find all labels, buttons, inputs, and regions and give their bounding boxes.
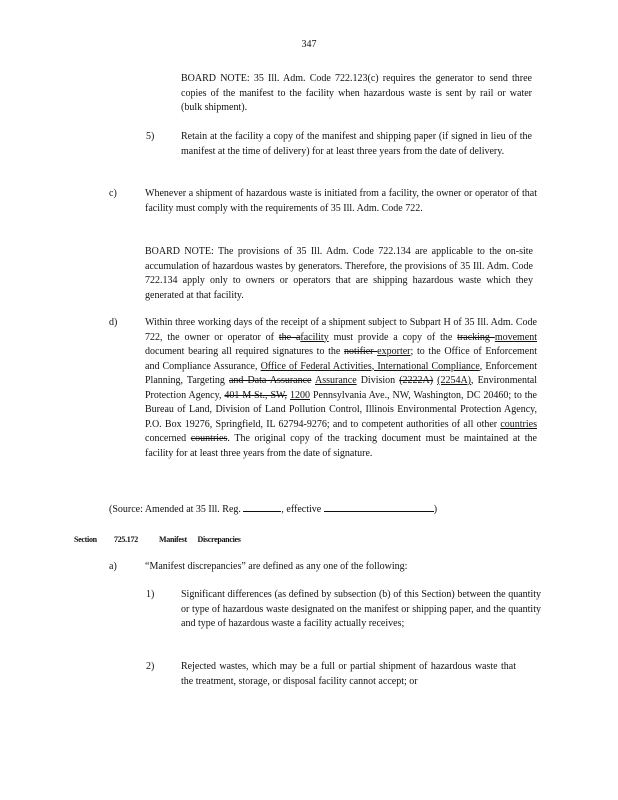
- item-d-marker: d): [109, 317, 118, 328]
- board-note-1: [181, 72, 532, 116]
- source-open: (Source: Amended at 35 Ill. Reg.: [109, 504, 241, 515]
- deleted-text: countries: [190, 433, 228, 444]
- source-comma: , effective: [281, 504, 322, 515]
- inserted-text: movement: [494, 331, 538, 343]
- inserted-text: Office of Federal Activities, International Compliance: [260, 360, 480, 372]
- deleted-text: the a: [278, 331, 301, 343]
- inserted-text: (2254A): [437, 375, 472, 386]
- item-5: [181, 130, 532, 159]
- inserted-text: countries: [500, 418, 537, 430]
- deleted-text: 401 M St., SW,: [224, 389, 288, 401]
- source-note: [109, 501, 539, 518]
- deleted-text: notifier: [344, 346, 378, 357]
- deleted-text: (2222A): [399, 375, 434, 386]
- register-blank: [243, 501, 281, 512]
- board-note-2-text: BOARD NOTE: The provisions of 35 Ill. Adm. Code 722.134 are applicable to the on-site accumulation of hazardous wastes by generators. Therefore, the provisions of 35 Ill. Adm. Code 722.134 apply only to owners or operators that are shipping hazardous waste which they generated at that facility.: [145, 246, 533, 301]
- item-d-text: Within three working days of the receipt of a shipment subject to Subpart H of 35 Ill. Adm. Code 722, the owner or operator of the afacility must provide a copy of the tracking movement document bearing all required signatures to the notifier exporter; to the Office of Enforcement and Compliance Assurance, Office of Federal Activities, International Compliance, Enforcement Planning, Targeting and Data Assurance Assurance Division (2222A) (2254A), Environmental Protection Agency, 401 M St., SW, 1200 Pennsylvania Ave., NW, Washington, DC 20460; to the Bureau of Land, Division of Land Pollution Control, Illinois Environmental Protection Agency, P.O. Box 19276, Springfield, IL 62794-9276; and to competent authorities of all other countries concerned countries. The original copy of the tracking document must be maintained at the facility for at least three years from the date of signature.: [145, 317, 538, 459]
- section-label: Section: [74, 535, 97, 544]
- board-note-1-text: BOARD NOTE: 35 Ill. Adm. Code 722.123(c) requires the generator to send three copies of the manifest to the facility when hazardous waste is sent by rail or water (bulk shipment).: [181, 73, 532, 113]
- inserted-text: 1200: [290, 389, 310, 401]
- item-a1: [181, 588, 541, 632]
- item-a-marker: a): [109, 561, 117, 572]
- item-c-text: Whenever a shipment of hazardous waste is initiated from a facility, the owner or operator of that facility must comply with the requirements of 35 Ill. Adm. Code 722.: [145, 188, 537, 214]
- inserted-text: facility: [300, 331, 329, 343]
- section-title: Manifest Discrepancies: [159, 535, 241, 544]
- item-5-marker: 5): [146, 131, 155, 142]
- item-a1-text: Significant differences (as defined by subsection (b) of this Section) between the quantity or type of hazardous waste designated on the manifest or shipping paper, and the quantity and type of hazardous waste a facility actually receives;: [181, 589, 541, 629]
- item-a2: [181, 660, 516, 689]
- effective-date-blank: [324, 501, 434, 512]
- item-c-marker: c): [109, 188, 117, 199]
- item-a1-marker: 1): [146, 589, 155, 600]
- deleted-text: and Data Assurance: [228, 375, 312, 386]
- item-c: [145, 187, 537, 216]
- inserted-text: exporter: [377, 346, 411, 357]
- item-d: [145, 316, 537, 461]
- item-a-text: “Manifest discrepancies” are defined as any one of the following:: [145, 561, 408, 572]
- board-note-2: [145, 245, 533, 303]
- section-number: 725.172: [114, 535, 138, 544]
- source-close: ): [433, 504, 438, 515]
- item-a: [145, 560, 537, 575]
- item-a2-marker: 2): [146, 661, 155, 672]
- deleted-text: tracking: [457, 331, 495, 343]
- page-number: 347: [301, 39, 317, 50]
- inserted-text: Assurance: [314, 375, 357, 386]
- item-5-text: Retain at the facility a copy of the manifest and shipping paper (if signed in lieu of the manifest at the time of delivery) for at least three years from the date of delivery.: [181, 131, 532, 157]
- item-a2-text: Rejected wastes, which may be a full or partial shipment of hazardous waste that the treatment, storage, or disposal facility cannot accept; or: [181, 661, 516, 687]
